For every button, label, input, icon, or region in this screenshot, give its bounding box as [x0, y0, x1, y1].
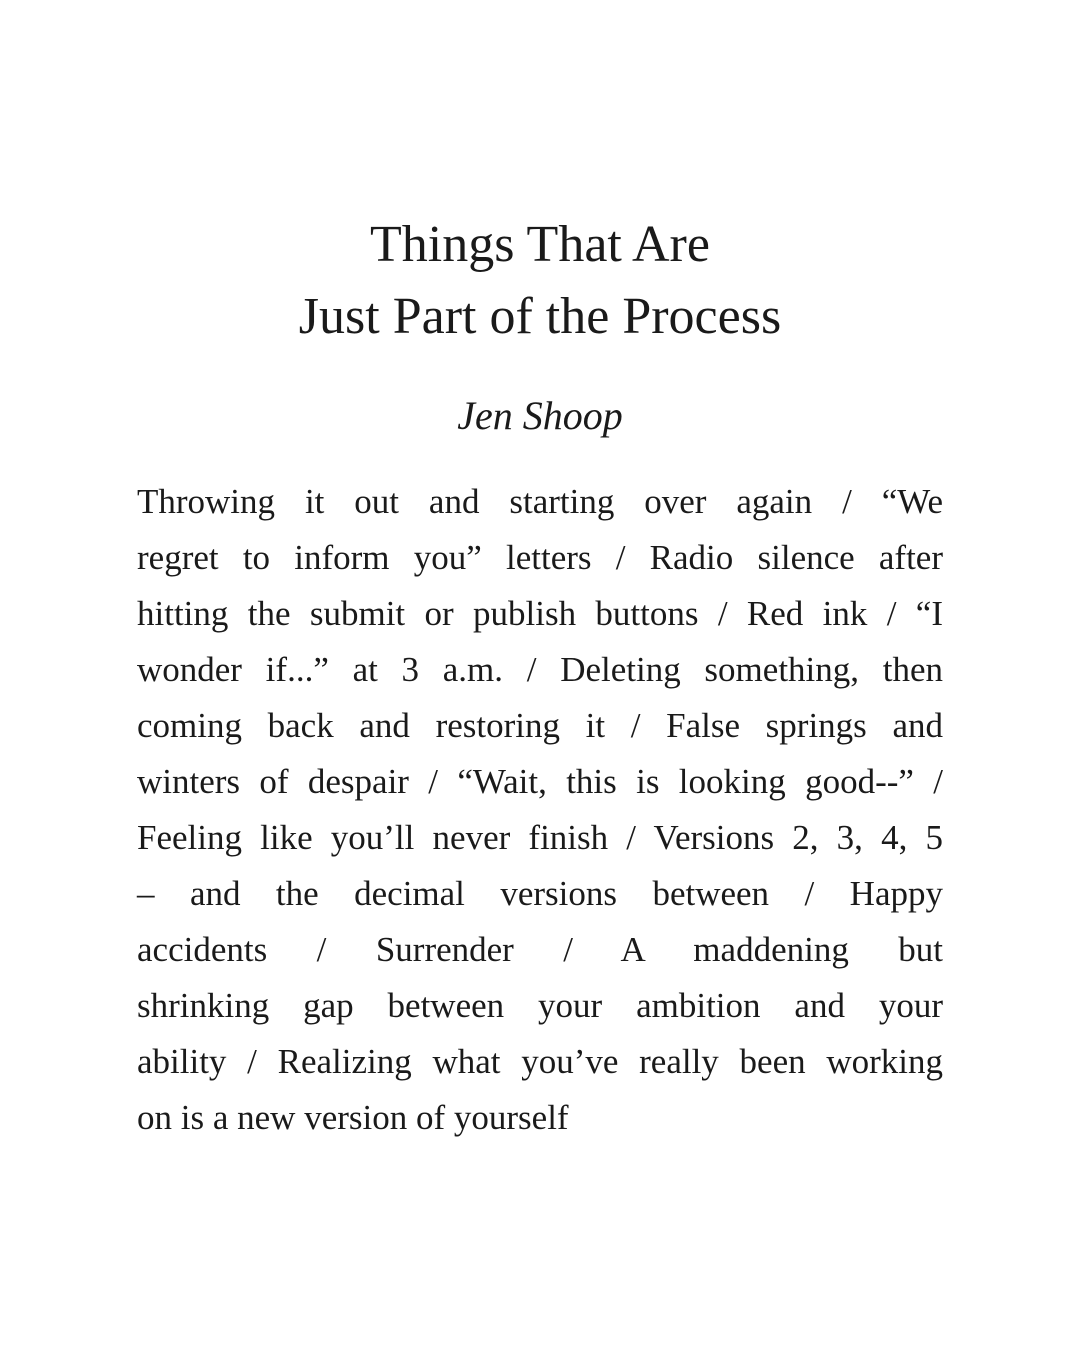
poem-line: coming back and restoring it / False springs and — [137, 706, 943, 745]
poem-line: Feeling like you’ll never finish / Versions 2, 3, 4, 5 — [137, 818, 943, 857]
poem-line: Throwing it out and starting over again / “We — [137, 482, 943, 521]
poem-line: regret to inform you” letters / Radio silence after — [137, 538, 943, 577]
title-line-1: Things That Are — [370, 216, 710, 273]
poem-line: winters of despair / “Wait, this is looking good--” / — [137, 762, 943, 801]
poem-line: hitting the submit or publish buttons / Red ink / “I — [137, 594, 943, 633]
title-line-2: Just Part of the Process — [298, 288, 782, 345]
author-name: Jen Shoop — [457, 393, 623, 438]
poem-line: wonder if...” at 3 a.m. / Deleting something, then — [137, 650, 943, 689]
poem-line: ability / Realizing what you’ve really been working — [137, 1042, 943, 1081]
poem-line: shrinking gap between your ambition and your — [137, 986, 943, 1025]
poem-line: – and the decimal versions between / Happy — [137, 874, 943, 913]
poem-line: accidents / Surrender / A maddening but — [137, 930, 943, 969]
poem-line: on is a new version of yourself — [137, 1098, 569, 1137]
poem-body — [137, 474, 943, 1146]
